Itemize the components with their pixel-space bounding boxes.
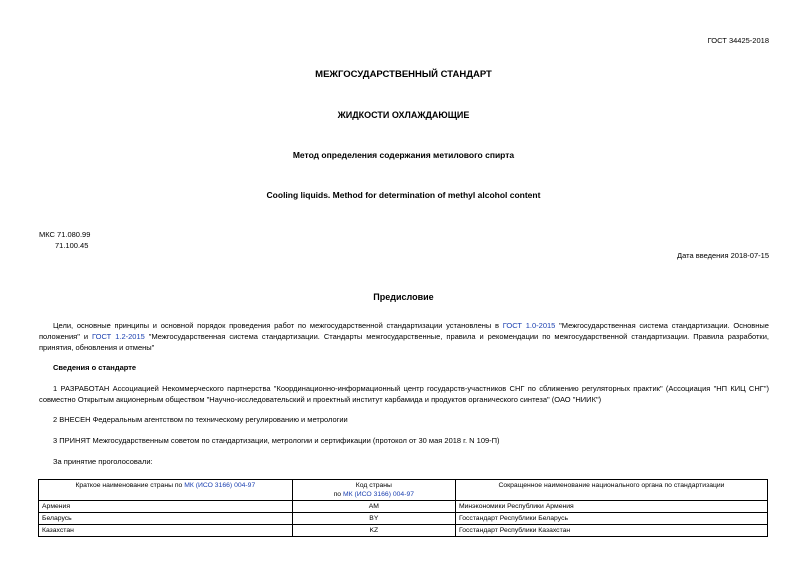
column-header-code-prefix: по bbox=[333, 491, 343, 498]
gost-1-2-link[interactable]: ГОСТ 1.2-2015 bbox=[92, 332, 145, 341]
country-name: Казахстан bbox=[39, 525, 293, 537]
table-header-row bbox=[39, 480, 768, 501]
preface-heading: Предисловие bbox=[373, 292, 434, 302]
column-header-body: Сокращенное наименование национального органа по стандартизации bbox=[455, 480, 767, 501]
developer-paragraph: 1 РАЗРАБОТАН Ассоциацией Некоммерческого партнерства "Координационно-информационный центр государств-участников СНГ по сближению регуляторных практик" (Ассоциация "НП КИЦ СНГ") совместно Открытым акционерным обществом "Научно-исследовательский и проектный институт карбамида и продуктов органического синтеза" (ОАО "НИИК") bbox=[39, 384, 769, 404]
document-number: ГОСТ 34425-2018 bbox=[707, 36, 769, 45]
adopted-paragraph: 3 ПРИНЯТ Межгосударственным советом по стандартизации, метрологии и сертификации (протокол от 30 мая 2018 г. N 109-П) bbox=[53, 436, 500, 445]
table-row bbox=[39, 513, 768, 525]
mks-code-primary: МКС 71.080.99 bbox=[39, 230, 91, 239]
mks-code-secondary: 71.100.45 bbox=[55, 241, 89, 250]
standards-body: Госстандарт Республики Беларусь bbox=[455, 513, 767, 525]
table-row bbox=[39, 525, 768, 537]
column-header-code-text: Код страны bbox=[355, 482, 392, 489]
standard-info-heading: Сведения о стандарте bbox=[53, 363, 137, 372]
standards-body: Госстандарт Республики Казахстан bbox=[455, 525, 767, 537]
table-row bbox=[39, 501, 768, 513]
gost-1-0-link[interactable]: ГОСТ 1.0-2015 bbox=[502, 321, 556, 330]
introduction-date: Дата введения 2018-07-15 bbox=[677, 251, 769, 260]
document-title-english: Cooling liquids. Method for determination of methyl alcohol content bbox=[266, 190, 541, 200]
standards-body: Минэкономики Республики Армения bbox=[455, 501, 767, 513]
intro-text-c: "Межгосударственная система стандартизации. Стандарты межгосударственные, правила и рекомендации по межгосударственной стандартизации. Правила разработки, принятия, обновления и отмены" bbox=[39, 332, 769, 352]
country-code: AM bbox=[292, 501, 455, 513]
column-header-country-text: Краткое наименование страны по bbox=[75, 482, 185, 489]
voting-countries-table bbox=[38, 479, 768, 537]
iso-3166-link[interactable]: МК (ИСО 3166) 004-97 bbox=[184, 482, 256, 489]
document-title: ЖИДКОСТИ ОХЛАЖДАЮЩИЕ bbox=[337, 110, 470, 120]
standard-type: МЕЖГОСУДАРСТВЕННЫЙ СТАНДАРТ bbox=[315, 69, 492, 80]
intro-text-b: "Межгосударственная система стандартизации. Основные положения" и bbox=[39, 321, 769, 341]
country-code: BY bbox=[292, 513, 455, 525]
column-header-code bbox=[292, 480, 455, 501]
iso-3166-link[interactable]: МК (ИСО 3166) 004-97 bbox=[342, 491, 415, 498]
voted-label: За принятие проголосовали: bbox=[53, 457, 153, 466]
document-subtitle: Метод определения содержания метилового спирта bbox=[292, 150, 515, 160]
preface-intro-paragraph bbox=[39, 320, 769, 353]
country-name: Беларусь bbox=[39, 513, 293, 525]
introduced-paragraph: 2 ВНЕСЕН Федеральным агентством по техническому регулированию и метрологии bbox=[53, 415, 348, 424]
column-header-country bbox=[39, 480, 293, 501]
intro-text-a: Цели, основные принципы и основной порядок проведения работ по межгосударственной стандартизации установлены в bbox=[53, 321, 503, 330]
country-name: Армения bbox=[39, 501, 293, 513]
country-code: KZ bbox=[292, 525, 455, 537]
